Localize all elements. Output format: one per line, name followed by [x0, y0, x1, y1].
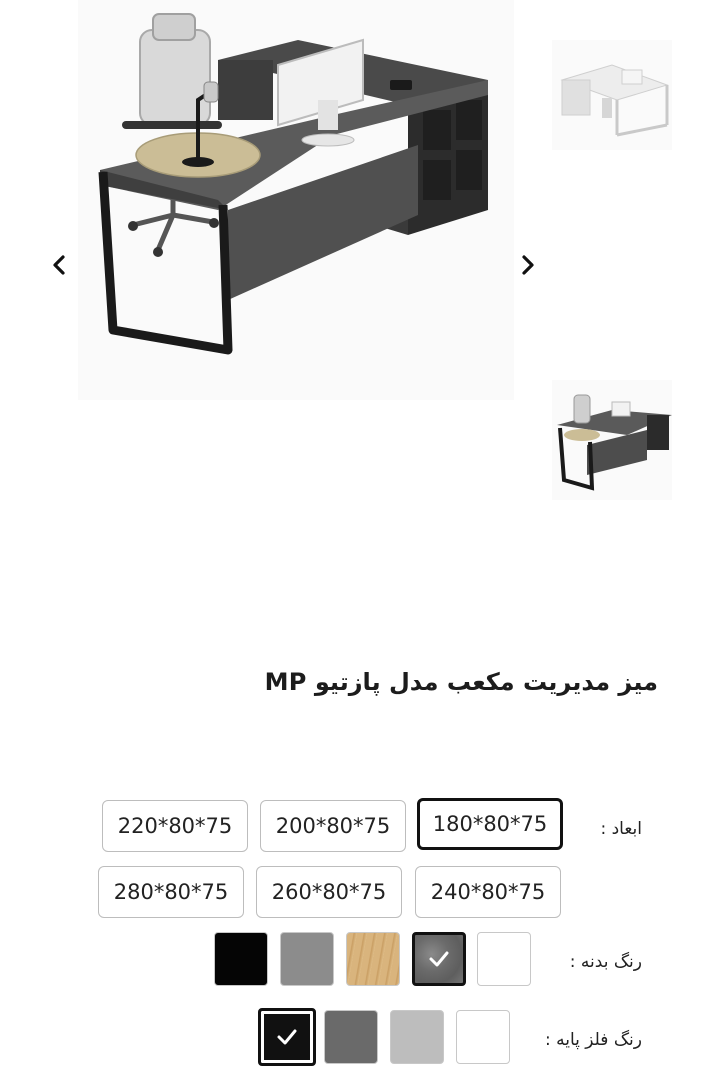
size-option-280[interactable]: 280*80*75 [98, 866, 244, 918]
gallery-prev-button[interactable] [44, 245, 74, 285]
body-color-oak[interactable] [346, 932, 400, 986]
main-product-image [78, 0, 514, 400]
size-option-240[interactable]: 240*80*75 [415, 866, 561, 918]
size-label: ابعاد : [600, 819, 642, 839]
body-color-black[interactable] [214, 932, 268, 986]
checkmark-icon [274, 1024, 300, 1050]
body-color-stone-gray[interactable] [412, 932, 466, 986]
size-option-220[interactable]: 220*80*75 [102, 800, 248, 852]
body-color-gray[interactable] [280, 932, 334, 986]
body-color-white[interactable] [477, 932, 531, 986]
size-option-200[interactable]: 200*80*75 [260, 800, 406, 852]
size-option-180[interactable]: 180*80*75 [417, 798, 563, 850]
thumbnail-1[interactable] [552, 40, 672, 150]
base-color-dark-gray[interactable] [324, 1010, 378, 1064]
base-color-white[interactable] [456, 1010, 510, 1064]
desk-thumbnail-dark [552, 380, 672, 500]
base-color-black[interactable] [258, 1008, 316, 1066]
base-color-label: رنگ فلز پایه : [545, 1030, 642, 1050]
desk-illustration [78, 0, 514, 400]
desk-thumbnail-light [552, 40, 672, 150]
body-color-label: رنگ بدنه : [569, 952, 642, 972]
base-color-light-gray[interactable] [390, 1010, 444, 1064]
product-title: میز مدیریت مکعب مدل پازتیو MP [264, 668, 658, 696]
chevron-right-icon [520, 254, 536, 276]
thumbnail-2[interactable] [552, 380, 672, 500]
chevron-left-icon [51, 254, 67, 276]
gallery-next-button[interactable] [513, 245, 543, 285]
size-option-260[interactable]: 260*80*75 [256, 866, 402, 918]
checkmark-icon [426, 946, 452, 972]
